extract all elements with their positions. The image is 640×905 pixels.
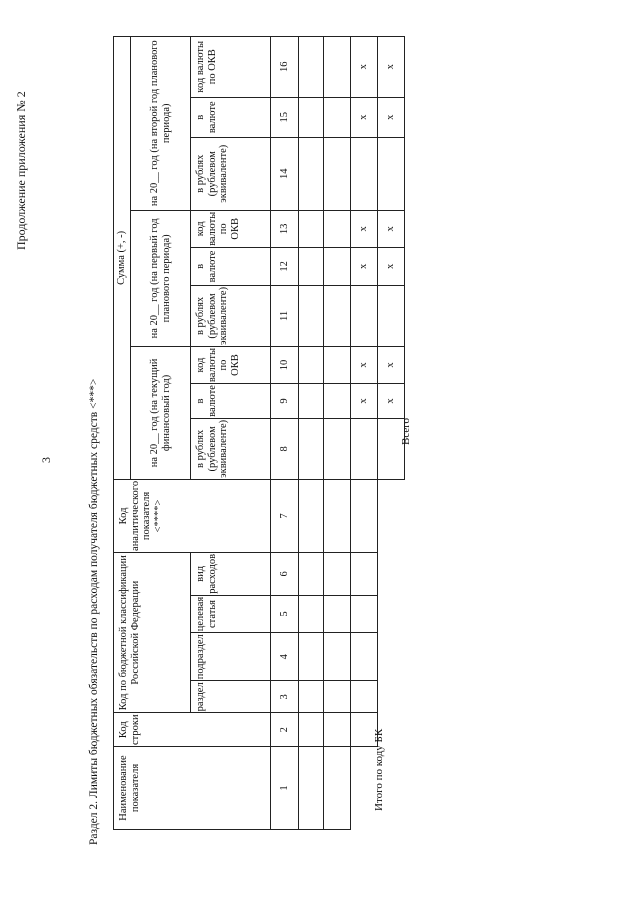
header-budget-code: Код по бюджетной классификации Российской Федерации [114, 552, 191, 712]
x-mark: x [351, 97, 378, 137]
column-number: 16 [271, 36, 299, 97]
x-mark: x [378, 97, 405, 137]
x-mark: x [351, 210, 378, 247]
header-rub-second: в рублях (рублевом эквиваленте) [191, 137, 271, 210]
x-mark: x [378, 346, 405, 383]
column-number: 8 [271, 418, 299, 479]
header-analytic-code: Код аналитического показателя <****> [114, 479, 271, 552]
column-number: 5 [271, 595, 299, 633]
x-mark: x [378, 210, 405, 247]
header-target-article: целевая статья [191, 595, 271, 633]
header-row-code: Код строки [114, 713, 271, 747]
column-number: 7 [271, 479, 299, 552]
header-currency-code-second: код валюты по ОКВ [191, 36, 271, 97]
column-number: 12 [271, 247, 299, 285]
column-number: 9 [271, 384, 299, 419]
header-name: Наименование показателя [114, 747, 271, 830]
header-year-current: на 20__ год (на текущий финансовый год) [131, 346, 191, 479]
column-number: 3 [271, 681, 299, 713]
x-mark: x [351, 247, 378, 285]
bk-total-row [351, 36, 378, 829]
grand-total-label: Всего [400, 418, 412, 445]
header-currency-code-first: код валюты по ОКВ [191, 210, 271, 247]
header-year-first: на 20__ год (на первый год планового периода) [131, 210, 191, 346]
column-number: 6 [271, 552, 299, 595]
x-mark: x [351, 36, 378, 97]
header-rub-first: в рублях (рублевом эквиваленте) [191, 285, 271, 346]
column-number-row [271, 36, 299, 829]
x-mark: x [351, 384, 378, 419]
bk-total-label: Итого по коду БК [373, 728, 385, 811]
column-number: 13 [271, 210, 299, 247]
header-expense-type: вид расходов [191, 552, 271, 595]
column-number: 10 [271, 346, 299, 383]
appendix-title: Продолжение приложения № 2 [14, 91, 28, 250]
x-mark: x [351, 346, 378, 383]
header-year-second: на 20__ год (на второй год планового периода) [131, 36, 191, 210]
column-number: 1 [271, 747, 299, 830]
limits-table [113, 36, 405, 830]
header-currency-current: в валюте [191, 384, 271, 419]
header-rub-current: в рублях (рублевом эквиваленте) [191, 418, 271, 479]
column-number: 14 [271, 137, 299, 210]
x-mark: x [378, 36, 405, 97]
header-section: раздел [191, 681, 271, 713]
table-row [324, 36, 351, 829]
header-sum: Сумма (+, -) [114, 36, 131, 479]
column-number: 2 [271, 713, 299, 747]
header-subsection: подраздел [191, 633, 271, 681]
header-currency-first: в валюте [191, 247, 271, 285]
column-number: 11 [271, 285, 299, 346]
header-currency-code-current: код валюты по ОКВ [191, 346, 271, 383]
column-number: 15 [271, 97, 299, 137]
page-number: 3 [39, 457, 53, 463]
column-number: 4 [271, 633, 299, 681]
x-mark: x [378, 384, 405, 419]
header-currency-second: в валюте [191, 97, 271, 137]
x-mark: x [378, 247, 405, 285]
section-title: Раздел 2. Лимиты бюджетных обязательств по расходам получателя бюджетных средств <***> [88, 378, 100, 845]
table-row [299, 36, 324, 829]
